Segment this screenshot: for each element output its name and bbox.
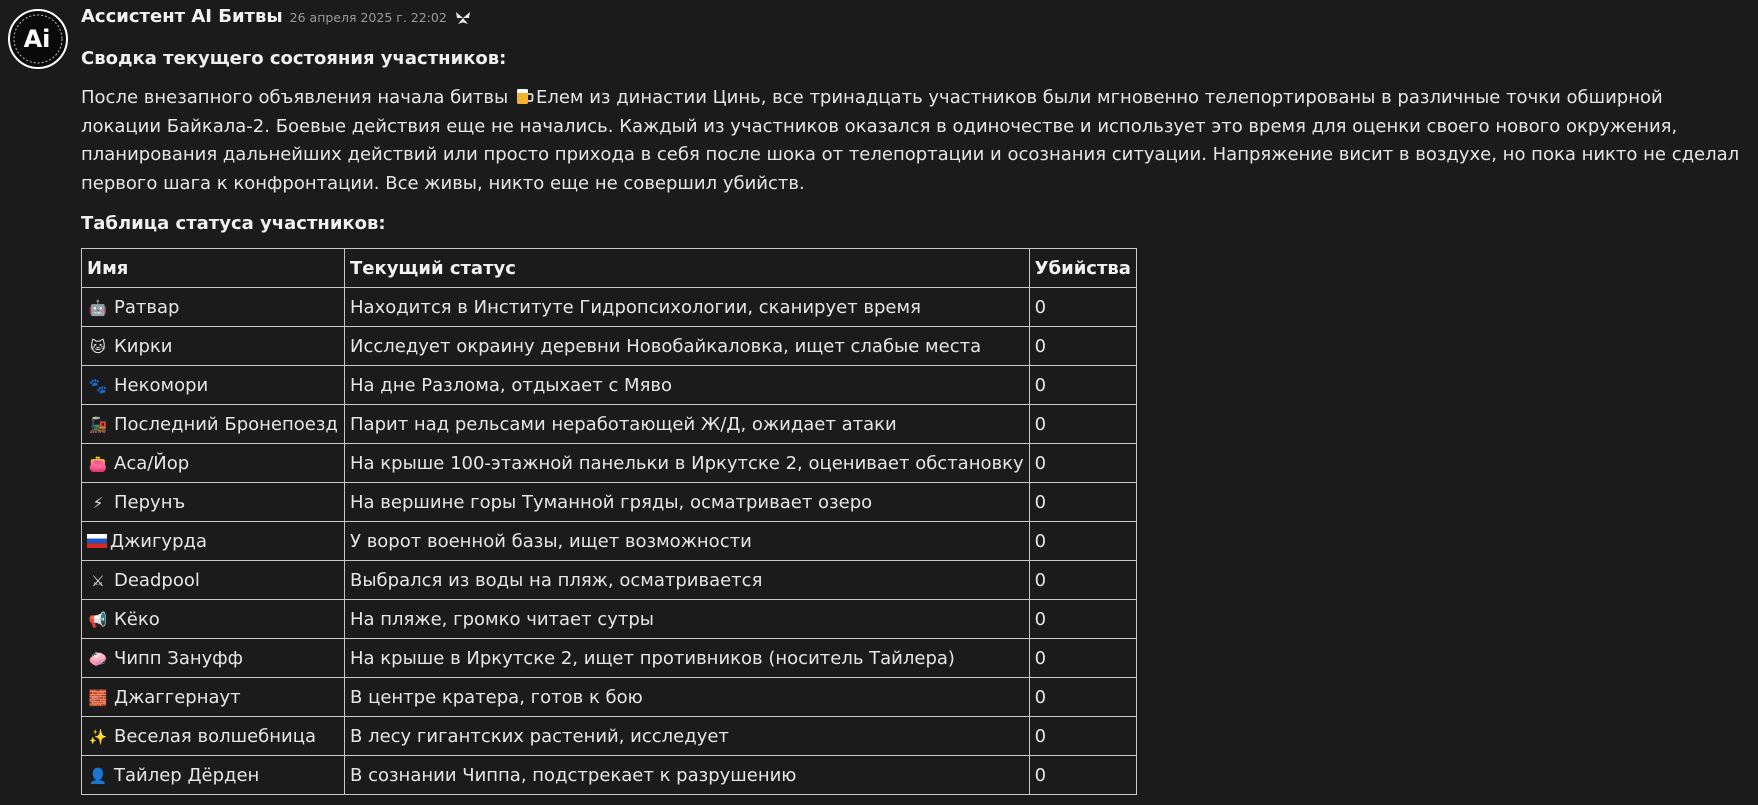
participant-kills: 0 — [1029, 756, 1136, 795]
timestamp[interactable]: 26 апреля 2025 г. 22:02 — [289, 10, 447, 25]
table-row — [82, 366, 1137, 405]
participant-status: В лесу гигантских растений, исследует — [345, 717, 1030, 756]
participant-name-cell — [82, 522, 345, 561]
participant-kills: 0 — [1029, 327, 1136, 366]
participant-kills: 0 — [1029, 561, 1136, 600]
message-content — [81, 6, 1741, 795]
participant-kills: 0 — [1029, 678, 1136, 717]
participant-kills: 0 — [1029, 366, 1136, 405]
message-header — [81, 6, 1741, 34]
table-row — [82, 561, 1137, 600]
participant-kills: 0 — [1029, 522, 1136, 561]
participant-status: На вершине горы Туманной гряды, осматривает озеро — [345, 483, 1030, 522]
participant-name: Последний Бронепоезд — [114, 413, 338, 435]
summary-paragraph — [81, 84, 1741, 198]
participant-name: Deadpool — [114, 569, 200, 591]
participant-name: Веселая волшебница — [114, 725, 316, 747]
ai-logo-icon — [8, 9, 68, 69]
table-header-row — [82, 249, 1137, 288]
silhouette-icon: 👤 — [88, 766, 108, 785]
table-row — [82, 483, 1137, 522]
table-row — [82, 327, 1137, 366]
participant-name-cell — [82, 756, 345, 795]
table-row — [82, 717, 1137, 756]
cat-face-icon: 🐱 — [90, 337, 106, 356]
participant-name: Перунъ — [114, 491, 186, 513]
participant-status: Находится в Институте Гидропсихологии, сканирует время — [345, 288, 1030, 327]
summary-text: Елем из династии Цинь, все тринадцать участников были мгновенно телепортированы в различные точки обширной локации Байкала-2. Боевые действия еще не начались. Каждый из участников оказался в одиночестве и использует это время для оценки своего нового окружения, планирования дальнейших действий или просто прихода в себя после шока от телепортации и осознания ситуации. Напряжение висит в воздухе, но пока никто не сделал первого шага к конфронтации. Все живы, никто еще не совершил убийств. — [81, 87, 1740, 194]
table-heading: Таблица статуса участников: — [81, 213, 386, 234]
participant-name: Кирки — [114, 335, 173, 357]
participant-name: Джигурда — [110, 530, 207, 552]
participant-status: На крыше в Иркутске 2, ищет противников (носитель Тайлера) — [345, 639, 1030, 678]
participant-name: Аса/Йор — [114, 452, 190, 474]
participant-name-cell — [82, 405, 345, 444]
participant-kills: 0 — [1029, 405, 1136, 444]
participant-status: Выбрался из воды на пляж, осматривается — [345, 561, 1030, 600]
participant-name: Тайлер Дёрден — [114, 764, 260, 786]
participant-status: Парит над рельсами неработающей Ж/Д, ожидает атаки — [345, 405, 1030, 444]
participant-status: На крыше 100-этажной панельки в Иркутске 2, оценивает обстановку — [345, 444, 1030, 483]
table-row — [82, 405, 1137, 444]
summary-prefix: После внезапного объявления начала битвы — [81, 87, 509, 108]
participant-kills: 0 — [1029, 483, 1136, 522]
table-row — [82, 288, 1137, 327]
participant-status: В сознании Чиппа, подстрекает к разрушению — [345, 756, 1030, 795]
participant-status: На дне Разлома, отдыхает с Мяво — [345, 366, 1030, 405]
beer-mug-icon — [514, 86, 534, 106]
participant-name-cell — [82, 561, 345, 600]
sparkles-icon: ✨ — [88, 727, 108, 746]
participant-name: Некомори — [114, 374, 209, 396]
svg-text:Ai: Ai — [23, 25, 51, 53]
participant-status: В центре кратера, готов к бою — [345, 678, 1030, 717]
lightning-icon: ⚡ — [92, 493, 104, 512]
column-header-status: Текущий статус — [345, 249, 1030, 288]
purse-icon: 👛 — [88, 454, 108, 473]
brick-icon: 🧱 — [88, 688, 108, 707]
participant-status: На пляже, громко читает сутры — [345, 600, 1030, 639]
participant-name: Чипп Зануфф — [114, 647, 244, 669]
paw-prints-icon: 🐾 — [88, 376, 108, 395]
participant-name: Ратвар — [114, 296, 180, 318]
locomotive-icon: 🚂 — [88, 415, 108, 434]
table-body — [82, 288, 1137, 795]
participant-name-cell — [82, 366, 345, 405]
robot-icon: 🤖 — [88, 298, 108, 317]
participant-kills: 0 — [1029, 600, 1136, 639]
participant-name-cell — [82, 678, 345, 717]
column-header-kills: Убийства — [1029, 249, 1136, 288]
table-row — [82, 522, 1137, 561]
participant-name-cell — [82, 717, 345, 756]
participant-name-cell — [82, 444, 345, 483]
participant-kills: 0 — [1029, 717, 1136, 756]
participant-status: У ворот военной базы, ищет возможности — [345, 522, 1030, 561]
crossed-swords-icon: ⚔ — [91, 571, 105, 590]
participant-name-cell — [82, 639, 345, 678]
participant-name-cell — [82, 327, 345, 366]
participant-status: Исследует окраину деревни Новобайкаловка, ищет слабые места — [345, 327, 1030, 366]
pinwheel-icon — [453, 10, 473, 30]
participant-kills: 0 — [1029, 639, 1136, 678]
status-table — [81, 248, 1137, 795]
table-row — [82, 756, 1137, 795]
participant-name: Кёко — [114, 608, 160, 630]
table-row — [82, 444, 1137, 483]
soap-icon: 🧼 — [88, 649, 108, 668]
column-header-name: Имя — [82, 249, 345, 288]
table-row — [82, 678, 1137, 717]
participant-name-cell — [82, 483, 345, 522]
russian-flag-icon — [87, 534, 107, 548]
participant-kills: 0 — [1029, 444, 1136, 483]
megaphone-icon: 📢 — [88, 610, 108, 629]
table-row — [82, 639, 1137, 678]
table-row — [82, 600, 1137, 639]
participant-name-cell — [82, 288, 345, 327]
avatar[interactable] — [8, 9, 68, 69]
participant-name: Джаггернаут — [114, 686, 241, 708]
summary-heading: Сводка текущего состояния участников: — [81, 48, 507, 69]
participant-kills: 0 — [1029, 288, 1136, 327]
participant-name-cell — [82, 600, 345, 639]
author-name[interactable]: Ассистент AI Битвы — [81, 6, 283, 27]
